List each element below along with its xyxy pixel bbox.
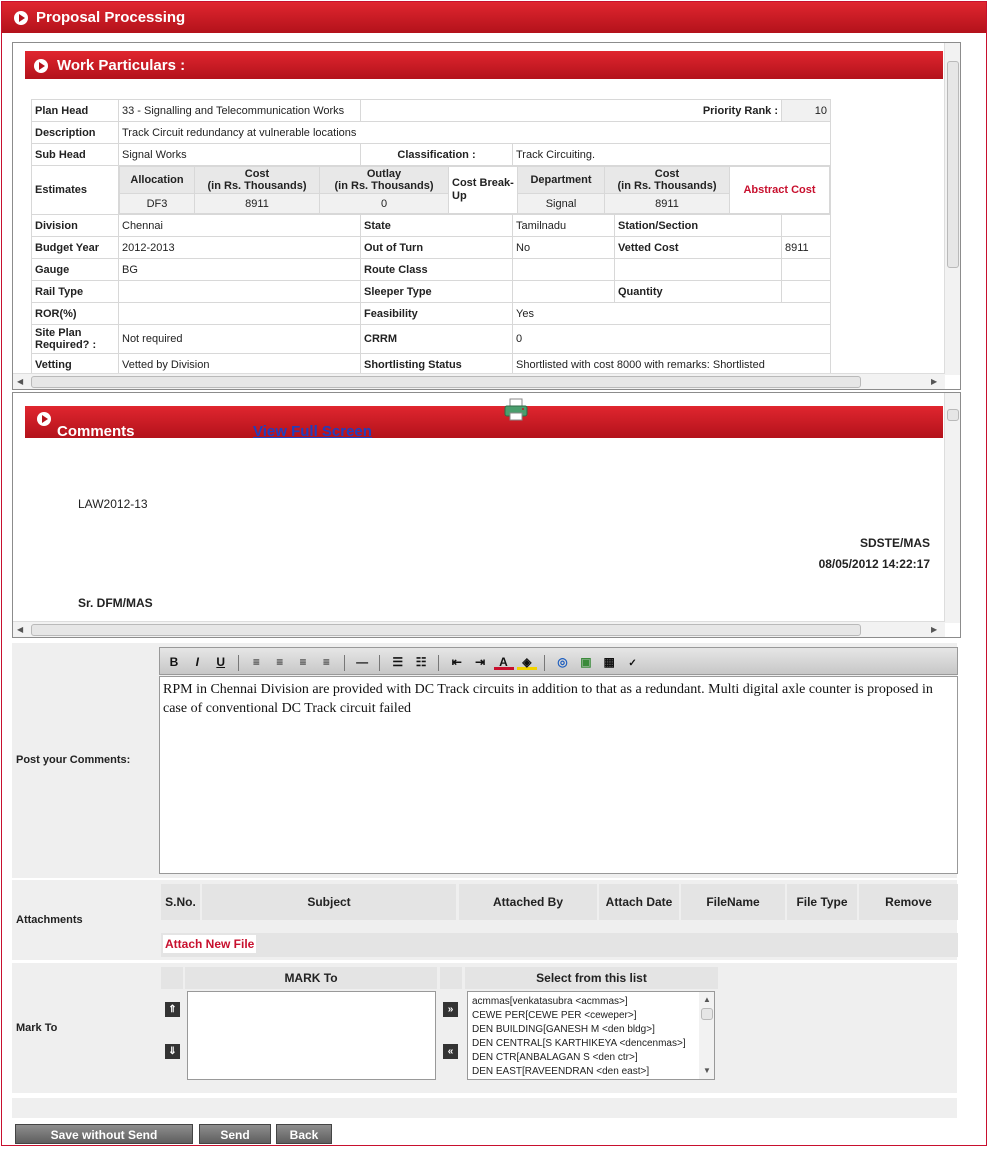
move-down-icon[interactable]: ⇓ bbox=[165, 1044, 180, 1059]
insert-table-icon[interactable]: ▦ bbox=[603, 655, 615, 669]
comment-recipient: Sr. DFM/MAS bbox=[78, 596, 153, 610]
mark-to-header: MARK To bbox=[185, 967, 437, 989]
italic-icon[interactable]: I bbox=[195, 655, 200, 669]
comments-vertical-scrollbar[interactable] bbox=[944, 393, 960, 623]
underline-icon[interactable]: U bbox=[216, 655, 226, 669]
dept-cost-header: Cost (in Rs. Thousands) bbox=[605, 167, 730, 194]
horizontal-rule-icon[interactable]: — bbox=[356, 655, 369, 669]
rail-type-label: Rail Type bbox=[32, 281, 119, 303]
select-list-header: Select from this list bbox=[465, 967, 718, 989]
priority-rank-value: 10 bbox=[782, 100, 831, 122]
crrm-value: 0 bbox=[513, 325, 831, 354]
scroll-left-icon[interactable]: ◀ bbox=[17, 625, 24, 634]
work-particulars-frame[interactable] bbox=[12, 42, 961, 390]
list-item[interactable]: acmmas[venkatasubra <acmmas>] bbox=[472, 996, 628, 1007]
scroll-right-icon[interactable]: ▶ bbox=[931, 625, 938, 634]
list-item[interactable]: DEN CENTRAL[S KARTHIKEYA <dencenmas>] bbox=[472, 1038, 686, 1049]
ordered-list-icon[interactable]: ☰ bbox=[392, 655, 404, 669]
filename-header: FileName bbox=[681, 884, 785, 920]
department-value: Signal bbox=[518, 194, 605, 214]
estimates-label: Estimates bbox=[32, 166, 119, 215]
list-scrollbar[interactable] bbox=[699, 992, 714, 1079]
crrm-label: CRRM bbox=[361, 325, 513, 354]
scrollbar-thumb[interactable] bbox=[947, 61, 959, 268]
gauge-label: Gauge bbox=[32, 259, 119, 281]
insert-image-icon[interactable]: ▣ bbox=[580, 655, 592, 669]
division-label: Division bbox=[32, 215, 119, 237]
department-header: Department bbox=[518, 167, 605, 194]
station-value bbox=[782, 215, 831, 237]
printer-icon[interactable] bbox=[503, 398, 529, 422]
shortlisting-label: Shortlisting Status bbox=[361, 354, 513, 376]
plan-head-label: Plan Head bbox=[32, 100, 119, 122]
work-particulars-table bbox=[31, 99, 831, 376]
list-item[interactable]: DEN CTR[ANBALAGAN S <den ctr>] bbox=[472, 1052, 638, 1063]
comments-frame[interactable] bbox=[12, 392, 961, 638]
outlay-header: Outlay (in Rs. Thousands) bbox=[320, 167, 449, 194]
site-plan-label: Site Plan Required? : bbox=[32, 325, 119, 354]
priority-rank-label: Priority Rank : bbox=[361, 100, 782, 122]
scroll-up-icon[interactable]: ▲ bbox=[703, 995, 711, 1004]
scrollbar-thumb[interactable] bbox=[701, 1008, 713, 1020]
cost-value: 8911 bbox=[195, 194, 320, 214]
view-full-screen-link[interactable]: View Full Screen bbox=[253, 423, 372, 440]
quantity-label: Quantity bbox=[615, 281, 782, 303]
scrollbar-thumb[interactable] bbox=[947, 409, 959, 421]
sno-header: S.No. bbox=[161, 884, 200, 920]
sleeper-type-label: Sleeper Type bbox=[361, 281, 513, 303]
mark-to-listbox[interactable] bbox=[187, 991, 436, 1080]
arrow-circle-icon bbox=[37, 412, 51, 426]
out-of-turn-value: No bbox=[513, 237, 615, 259]
list-item[interactable]: DEN BUILDING[GANESH M <den bldg>] bbox=[472, 1024, 655, 1035]
arrow-circle-icon bbox=[34, 59, 48, 73]
scrollbar-thumb[interactable] bbox=[31, 624, 861, 636]
classification-label: Classification : bbox=[361, 144, 513, 166]
outlay-value: 0 bbox=[320, 194, 449, 214]
spacer-row bbox=[12, 1098, 957, 1118]
highlight-color-icon[interactable]: ◈ bbox=[517, 653, 537, 670]
feasibility-label: Feasibility bbox=[361, 303, 513, 325]
comment-editor[interactable]: RPM in Chennai Division are provided with DC Track circuits in addition to that as a redundant. Multi digital axle counter is proposed in case of conventional DC Track circuit failed bbox=[159, 676, 958, 874]
outdent-icon[interactable]: ⇤ bbox=[451, 655, 462, 669]
sub-head-value: Signal Works bbox=[119, 144, 361, 166]
save-without-send-button[interactable]: Save without Send bbox=[15, 1124, 193, 1144]
site-plan-value: Not required bbox=[119, 325, 361, 354]
indent-icon[interactable]: ⇥ bbox=[475, 655, 486, 669]
justify-icon[interactable]: ≡ bbox=[322, 655, 330, 669]
work-particulars-header: Work Particulars : bbox=[25, 51, 943, 79]
attach-date-header: Attach Date bbox=[599, 884, 679, 920]
abstract-cost-link[interactable]: Abstract Cost bbox=[730, 167, 830, 214]
scroll-down-icon[interactable]: ▼ bbox=[703, 1066, 711, 1075]
move-up-icon[interactable]: ⇑ bbox=[165, 1002, 180, 1017]
mark-to-label: Mark To bbox=[16, 1022, 58, 1034]
cost-header: Cost (in Rs. Thousands) bbox=[195, 167, 320, 194]
comment-sender: SDSTE/MAS bbox=[859, 536, 930, 550]
estimates-table bbox=[119, 166, 830, 214]
vetted-cost-value: 8911 bbox=[782, 237, 831, 259]
rail-type-value bbox=[119, 281, 361, 303]
bold-icon[interactable]: B bbox=[169, 655, 179, 669]
allocation-header: Allocation bbox=[120, 167, 195, 194]
page-container bbox=[1, 1, 987, 1146]
post-comments-label: Post your Comments: bbox=[16, 754, 131, 766]
vetted-cost-label: Vetted Cost bbox=[615, 237, 782, 259]
cost-breakup-label: Cost Break-Up bbox=[449, 167, 518, 214]
budget-year-label: Budget Year bbox=[32, 237, 119, 259]
sub-head-label: Sub Head bbox=[32, 144, 119, 166]
file-type-header: File Type bbox=[787, 884, 857, 920]
attached-by-header: Attached By bbox=[459, 884, 597, 920]
subject-header: Subject bbox=[202, 884, 456, 920]
add-to-mark-icon[interactable]: » bbox=[443, 1002, 458, 1017]
ror-label: ROR(%) bbox=[32, 303, 119, 325]
division-value: Chennai bbox=[119, 215, 361, 237]
link-globe-icon[interactable]: ◎ bbox=[557, 655, 568, 669]
vetting-label: Vetting bbox=[32, 354, 119, 376]
scroll-right-icon[interactable]: ▶ bbox=[931, 377, 938, 386]
remove-header: Remove bbox=[859, 884, 958, 920]
unordered-list-icon[interactable]: ☷ bbox=[415, 655, 427, 669]
comments-horizontal-scrollbar[interactable] bbox=[13, 621, 945, 637]
route-class-value bbox=[513, 259, 615, 281]
feasibility-value: Yes bbox=[513, 303, 831, 325]
state-label: State bbox=[361, 215, 513, 237]
work-horizontal-scrollbar[interactable] bbox=[13, 373, 945, 389]
list-item[interactable]: DEN EAST[RAVEENDRAN <den east>] bbox=[472, 1066, 650, 1077]
attach-new-file-link[interactable]: Attach New File bbox=[165, 937, 255, 951]
shortlisting-value: Shortlisted with cost 8000 with remarks: Shortlisted bbox=[513, 354, 831, 376]
attach-new-row bbox=[161, 933, 958, 957]
select-listbox[interactable] bbox=[467, 991, 715, 1080]
description-value: Track Circuit redundancy at vulnerable locations bbox=[119, 122, 831, 144]
description-label: Description bbox=[32, 122, 119, 144]
align-left-icon[interactable]: ≡ bbox=[252, 655, 260, 669]
out-of-turn-label: Out of Turn bbox=[361, 237, 513, 259]
station-label: Station/Section bbox=[615, 215, 782, 237]
work-vertical-scrollbar[interactable] bbox=[944, 43, 960, 375]
budget-year-value: 2012-2013 bbox=[119, 237, 361, 259]
scrollbar-thumb[interactable] bbox=[31, 376, 861, 388]
send-button[interactable]: Send bbox=[199, 1124, 271, 1144]
select-options bbox=[472, 995, 698, 1079]
comments-header bbox=[25, 406, 943, 438]
route-class-label: Route Class bbox=[361, 259, 513, 281]
back-button[interactable]: Back bbox=[276, 1124, 332, 1144]
scroll-left-icon[interactable]: ◀ bbox=[17, 377, 24, 386]
ror-value bbox=[119, 303, 361, 325]
comments-title: Comments bbox=[57, 423, 135, 440]
font-color-icon[interactable]: A bbox=[494, 653, 514, 670]
state-value: Tamilnadu bbox=[513, 215, 615, 237]
align-right-icon[interactable]: ≡ bbox=[299, 655, 307, 669]
comment-datetime: 08/05/2012 14:22:17 bbox=[818, 557, 930, 571]
arrow-circle-icon bbox=[14, 11, 28, 25]
allocation-value: DF3 bbox=[120, 194, 195, 214]
classification-value: Track Circuiting. bbox=[513, 144, 831, 166]
plan-head-value: 33 - Signalling and Telecommunication Works bbox=[119, 100, 361, 122]
quantity-value bbox=[782, 281, 831, 303]
dept-cost-value: 8911 bbox=[605, 194, 730, 214]
spellcheck-icon[interactable]: ✓ bbox=[628, 658, 637, 669]
align-center-icon[interactable]: ≡ bbox=[276, 655, 284, 669]
vetting-value: Vetted by Division bbox=[119, 354, 361, 376]
editor-toolbar bbox=[159, 647, 958, 675]
gauge-value: BG bbox=[119, 259, 361, 281]
attachments-label: Attachments bbox=[16, 914, 83, 926]
list-item[interactable]: CEWE PER[CEWE PER <ceweper>] bbox=[472, 1010, 637, 1021]
remove-from-mark-icon[interactable]: « bbox=[443, 1044, 458, 1059]
sleeper-type-value bbox=[513, 281, 615, 303]
page-title: Proposal Processing bbox=[2, 2, 986, 33]
comment-reference: LAW2012-13 bbox=[78, 497, 148, 511]
